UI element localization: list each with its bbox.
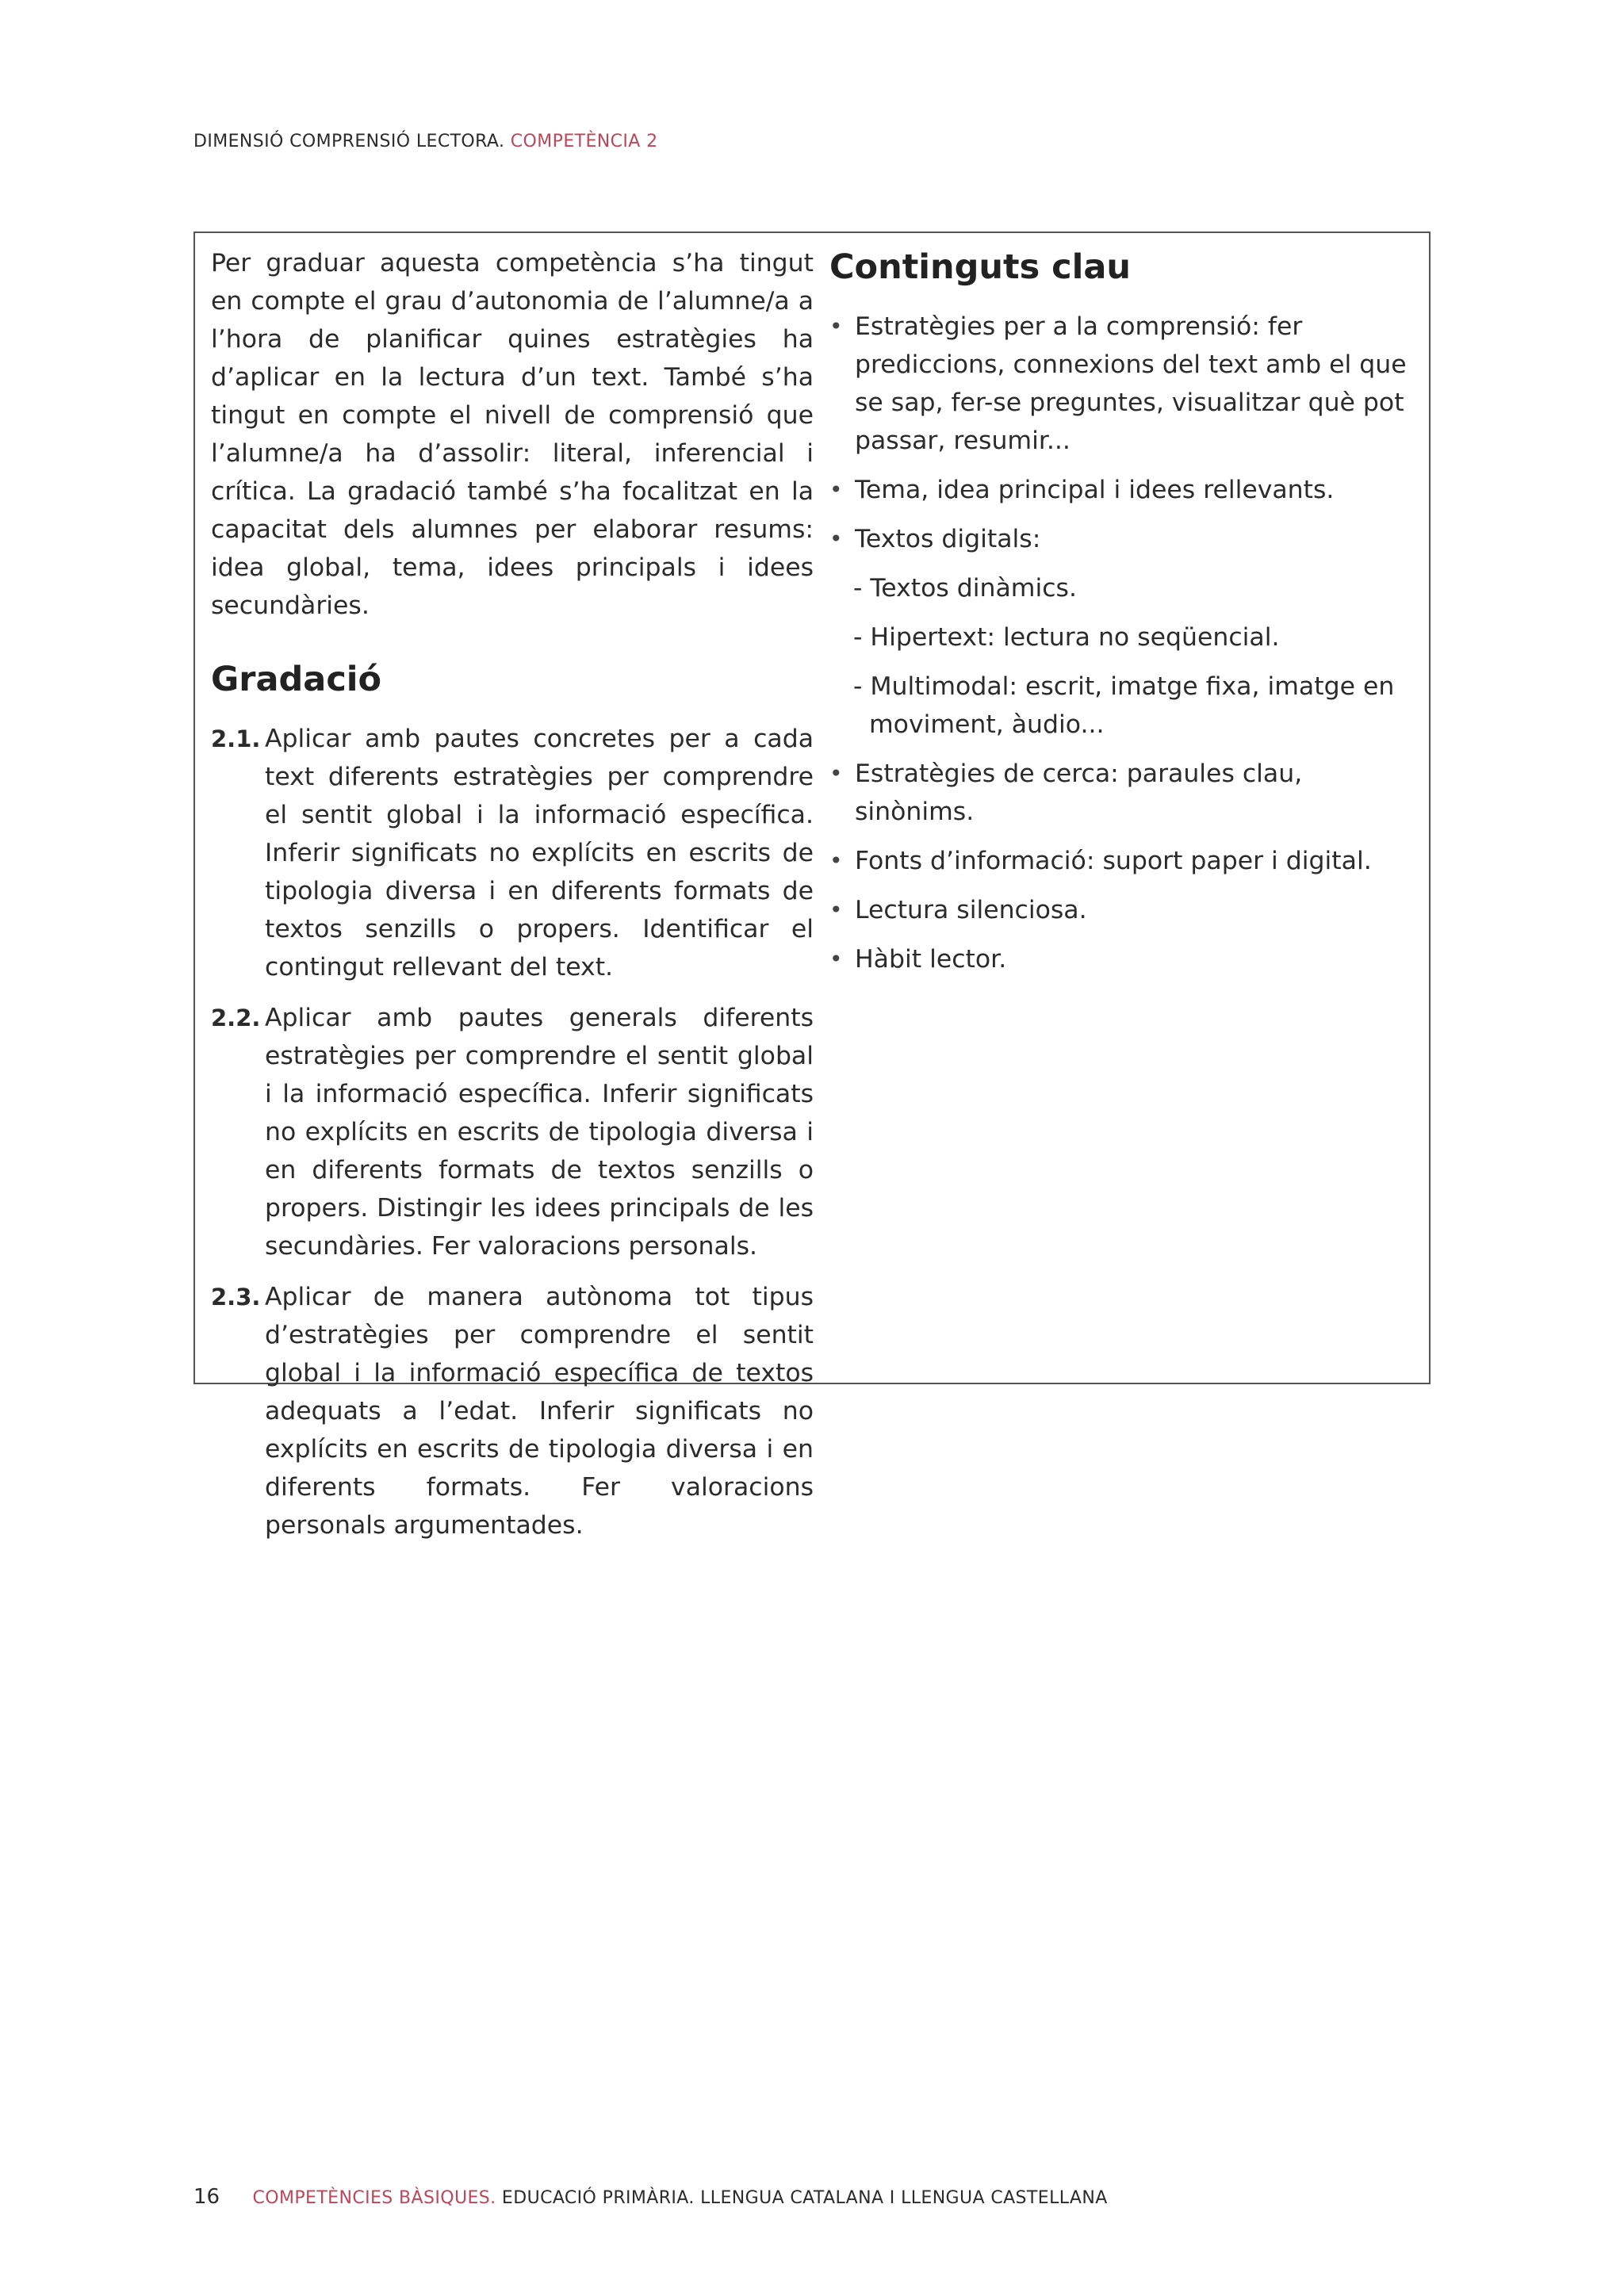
list-item-text: Fonts d’informació: suport paper i digital. <box>855 847 1372 875</box>
bullet-icon: • <box>829 476 843 503</box>
bullet-icon: • <box>829 946 843 972</box>
list-item-text: Hàbit lector. <box>855 945 1007 974</box>
footer-title: EDUCACIÓ PRIMÀRIA. LLENGUA CATALANA I LLENGUA CASTELLANA <box>501 2188 1108 2208</box>
page-number: 16 <box>193 2185 220 2209</box>
gradacio-item-text: Aplicar amb pautes concretes per a cada text diferents estratègies per comprendre el sentit global i la informació específica. Inferir significats no explícits en escrits de tipologia diversa i en diferents formats de textos senzills o propers. Identificar el contingut rellevant del text. <box>265 725 814 982</box>
header-dimension: DIMENSIÓ COMPRENSIÓ LECTORA. <box>193 132 505 151</box>
content-box <box>193 232 1431 1540</box>
bullet-icon: • <box>829 526 843 552</box>
gradacio-item <box>211 1278 814 1544</box>
list-item-text: Textos digitals: <box>855 525 1041 553</box>
list-item <box>829 842 1416 880</box>
sub-list-item: - Multimodal: escrit, imatge fixa, imatge en moviment, àudio... <box>853 672 1395 739</box>
page-footer <box>193 2185 1108 2209</box>
gradacio-heading: Gradació <box>211 660 382 699</box>
sub-list-item: - Textos dinàmics. <box>853 574 1077 603</box>
list-item <box>829 755 1416 831</box>
bullet-icon: • <box>829 313 843 339</box>
list-item-text: Tema, idea principal i idees rellevants. <box>855 476 1335 504</box>
list-item <box>829 308 1416 460</box>
intro-paragraph: Per graduar aquesta competència s’ha tingut en compte el grau d’autonomia de l’alumne/a a l’hora de planificar quines estratègies ha d’aplicar en la lectura d’un text. També s’ha tingut en compte el nivell de comprensió que l’alumne/a ha d’assolir: literal, inferencial i crítica. La gradació també s’ha focalitzat en la capacitat dels alumnes per elaborar resums: idea global, tema, idees principals i idees secundàries. <box>211 249 814 620</box>
sub-list-item: - Hipertext: lectura no seqüencial. <box>853 623 1280 652</box>
continguts-heading: Continguts clau <box>829 247 1131 287</box>
left-column <box>211 244 814 1557</box>
list-item <box>829 891 1416 929</box>
list-item <box>829 520 1416 558</box>
gradacio-item-number: 2.3. <box>211 1284 261 1311</box>
gradacio-item-text: Aplicar de manera autònoma tot tipus d’estratègies per comprendre el sentit global i la informació específica de textos adequats a l’edat. Inferir significats no explícits en escrits de tipologia diversa i en diferents formats. Fer valoracions personals argumentades. <box>265 1283 814 1540</box>
footer-series: COMPETÈNCIES BÀSIQUES. <box>252 2188 496 2208</box>
list-item-text: Estratègies de cerca: paraules clau, sinònims. <box>855 760 1303 826</box>
bullet-icon: • <box>829 760 843 786</box>
list-item <box>829 940 1416 978</box>
gradacio-item-text: Aplicar amb pautes generals diferents estratègies per comprendre el sentit global i la informació específica. Inferir significats no explícits en escrits de tipologia diversa i en diferents formats de textos senzills o propers. Distingir les idees principals de les secundàries. Fer valoracions personals. <box>265 1004 814 1261</box>
right-column <box>829 244 1416 989</box>
bullet-icon: • <box>829 897 843 923</box>
gradacio-item-number: 2.2. <box>211 1004 261 1031</box>
list-item <box>829 471 1416 509</box>
gradacio-item <box>211 720 814 986</box>
bullet-icon: • <box>829 848 843 874</box>
list-item-text: Lectura silenciosa. <box>855 896 1087 924</box>
gradacio-item <box>211 999 814 1265</box>
header-competence: COMPETÈNCIA 2 <box>510 132 658 151</box>
running-header <box>193 132 658 151</box>
gradacio-item-number: 2.1. <box>211 725 261 752</box>
list-item-text: Estratègies per a la comprensió: fer prediccions, connexions del text amb el que se sap, fer-se preguntes, visualitzar què pot passar, resumir... <box>855 312 1407 455</box>
